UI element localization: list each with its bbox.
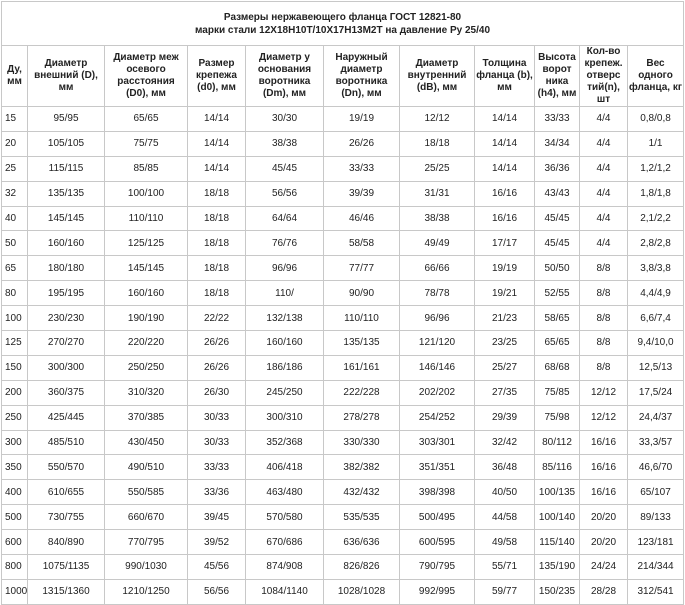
table-cell: 160/160 [105,281,188,306]
table-cell: 18/18 [400,131,475,156]
table-cell: 14/14 [188,131,246,156]
table-cell: 840/890 [28,530,105,555]
table-cell: 18/18 [188,181,246,206]
table-cell: 19/19 [475,256,535,281]
table-cell: 135/135 [324,331,400,356]
table-cell: 43/43 [535,181,580,206]
table-cell: 490/510 [105,455,188,480]
table-cell: 330/330 [324,430,400,455]
nominal-diameter-cell: 200 [2,380,28,405]
table-cell: 100/100 [105,181,188,206]
table-cell: 18/18 [188,281,246,306]
column-header: Наружный диаметр воротника (Dn), мм [324,46,400,107]
table-cell: 55/71 [475,555,535,580]
table-cell: 65/107 [628,480,684,505]
table-cell: 300/300 [28,355,105,380]
table-cell: 600/595 [400,530,475,555]
table-cell: 135/135 [28,181,105,206]
table-cell: 9,4/10,0 [628,331,684,356]
table-cell: 22/22 [188,306,246,331]
table-row [2,181,684,206]
nominal-diameter-cell: 250 [2,405,28,430]
table-cell: 425/445 [28,405,105,430]
table-cell: 770/795 [105,530,188,555]
table-cell: 100/140 [535,505,580,530]
table-cell: 278/278 [324,405,400,430]
table-cell: 30/33 [188,430,246,455]
table-cell: 382/382 [324,455,400,480]
table-row [2,530,684,555]
nominal-diameter-cell: 50 [2,231,28,256]
table-cell: 24,4/37 [628,405,684,430]
table-cell: 66/66 [400,256,475,281]
column-header: Диаметр у основания воротника (Dm), мм [246,46,324,107]
table-cell: 312/541 [628,579,684,604]
table-cell: 110/ [246,281,324,306]
table-cell: 28/28 [580,579,628,604]
column-header: Кол-во крепеж. отверс тий(n), шт [580,46,628,107]
table-cell: 360/375 [28,380,105,405]
table-cell: 50/50 [535,256,580,281]
table-row [2,331,684,356]
table-row [2,455,684,480]
table-row [2,380,684,405]
table-cell: 38/38 [400,206,475,231]
table-cell: 790/795 [400,555,475,580]
table-row [2,505,684,530]
nominal-diameter-cell: 32 [2,181,28,206]
table-cell: 222/228 [324,380,400,405]
table-cell: 16/16 [580,455,628,480]
table-cell: 65/65 [105,107,188,132]
table-cell: 49/58 [475,530,535,555]
table-cell: 19/19 [324,107,400,132]
table-cell: 430/450 [105,430,188,455]
table-cell: 432/432 [324,480,400,505]
table-cell: 30/30 [246,107,324,132]
table-cell: 1075/1135 [28,555,105,580]
table-cell: 33/33 [324,156,400,181]
table-row [2,579,684,604]
table-cell: 85/85 [105,156,188,181]
table-cell: 96/96 [246,256,324,281]
table-cell: 65/65 [535,331,580,356]
table-cell: 16/16 [475,181,535,206]
table-cell: 18/18 [188,231,246,256]
table-cell: 123/181 [628,530,684,555]
table-cell: 115/140 [535,530,580,555]
table-row [2,405,684,430]
table-cell: 826/826 [324,555,400,580]
table-cell: 8/8 [580,355,628,380]
table-cell: 46,6/70 [628,455,684,480]
table-cell: 214/344 [628,555,684,580]
nominal-diameter-cell: 150 [2,355,28,380]
table-cell: 1,2/1,2 [628,156,684,181]
table-title-line2: марки стали 12Х18Н10Т/10Х17Н13М2Т на давление Ру 25/40 [195,24,491,36]
table-cell: 110/110 [324,306,400,331]
table-cell: 14/14 [475,131,535,156]
nominal-diameter-cell: 800 [2,555,28,580]
table-cell: 1/1 [628,131,684,156]
table-cell: 186/186 [246,355,324,380]
table-cell: 125/125 [105,231,188,256]
table-cell: 39/39 [324,181,400,206]
table-cell: 8/8 [580,306,628,331]
table-cell: 115/115 [28,156,105,181]
table-cell: 8/8 [580,256,628,281]
table-cell: 4/4 [580,156,628,181]
table-cell: 85/116 [535,455,580,480]
table-cell: 110/110 [105,206,188,231]
table-cell: 1210/1250 [105,579,188,604]
table-cell: 75/98 [535,405,580,430]
nominal-diameter-cell: 600 [2,530,28,555]
table-row [2,480,684,505]
table-cell: 44/58 [475,505,535,530]
table-cell: 250/250 [105,355,188,380]
table-cell: 27/35 [475,380,535,405]
table-cell: 310/320 [105,380,188,405]
header-row [2,46,684,107]
table-row [2,306,684,331]
table-cell: 56/56 [246,181,324,206]
table-cell: 535/535 [324,505,400,530]
table-cell: 2,8/2,8 [628,231,684,256]
table-cell: 16/16 [580,480,628,505]
table-cell: 39/45 [188,505,246,530]
table-cell: 8/8 [580,331,628,356]
table-row [2,231,684,256]
table-cell: 36/36 [535,156,580,181]
table-cell: 96/96 [400,306,475,331]
nominal-diameter-cell: 40 [2,206,28,231]
table-cell: 0,8/0,8 [628,107,684,132]
table-cell: 660/670 [105,505,188,530]
table-cell: 78/78 [400,281,475,306]
table-cell: 75/75 [105,131,188,156]
table-cell: 39/52 [188,530,246,555]
table-cell: 76/76 [246,231,324,256]
table-cell: 14/14 [188,107,246,132]
table-cell: 75/85 [535,380,580,405]
table-cell: 990/1030 [105,555,188,580]
column-header: Диаметр внешний (D), мм [28,46,105,107]
table-cell: 80/112 [535,430,580,455]
flange-dimensions-table [1,1,684,605]
table-cell: 2,1/2,2 [628,206,684,231]
table-body [2,107,684,605]
table-cell: 4/4 [580,131,628,156]
table-cell: 12,5/13 [628,355,684,380]
column-header: Размер крепежа (d0), мм [188,46,246,107]
table-cell: 1,8/1,8 [628,181,684,206]
table-cell: 636/636 [324,530,400,555]
table-row [2,256,684,281]
table-cell: 463/480 [246,480,324,505]
table-cell: 146/146 [400,355,475,380]
table-cell: 485/510 [28,430,105,455]
table-cell: 570/580 [246,505,324,530]
table-row [2,131,684,156]
column-header: Высота ворот ника (h4), мм [535,46,580,107]
table-cell: 230/230 [28,306,105,331]
table-cell: 4,4/4,9 [628,281,684,306]
table-cell: 3,8/3,8 [628,256,684,281]
table-cell: 190/190 [105,306,188,331]
table-cell: 64/64 [246,206,324,231]
table-cell: 150/235 [535,579,580,604]
table-cell: 670/686 [246,530,324,555]
table-cell: 58/65 [535,306,580,331]
table-cell: 12/12 [400,107,475,132]
table-cell: 19/21 [475,281,535,306]
table-row [2,355,684,380]
table-cell: 874/908 [246,555,324,580]
table-row [2,281,684,306]
table-cell: 132/138 [246,306,324,331]
table-cell: 14/14 [475,107,535,132]
table-cell: 202/202 [400,380,475,405]
table-cell: 220/220 [105,331,188,356]
table-cell: 4/4 [580,231,628,256]
table-cell: 20/20 [580,530,628,555]
table-cell: 1028/1028 [324,579,400,604]
table-cell: 33/36 [188,480,246,505]
table-cell: 26/30 [188,380,246,405]
table-cell: 89/133 [628,505,684,530]
table-cell: 195/195 [28,281,105,306]
nominal-diameter-cell: 350 [2,455,28,480]
table-cell: 14/14 [475,156,535,181]
table-row [2,156,684,181]
table-cell: 33/33 [188,455,246,480]
table-cell: 77/77 [324,256,400,281]
table-cell: 550/585 [105,480,188,505]
table-title-line1: Размеры нержавеющего фланца ГОСТ 12821-80 [223,11,462,23]
table-cell: 500/495 [400,505,475,530]
nominal-diameter-cell: 20 [2,131,28,156]
table-cell: 16/16 [475,206,535,231]
table-cell: 610/655 [28,480,105,505]
table-cell: 56/56 [188,579,246,604]
table-cell: 270/270 [28,331,105,356]
table-cell: 24/24 [580,555,628,580]
nominal-diameter-cell: 100 [2,306,28,331]
table-cell: 145/145 [28,206,105,231]
table-cell: 23/25 [475,331,535,356]
column-header: Диаметр внутренний (dB), мм [400,46,475,107]
table-cell: 245/250 [246,380,324,405]
table-cell: 18/18 [188,256,246,281]
table-cell: 180/180 [28,256,105,281]
table-cell: 17/17 [475,231,535,256]
table-cell: 34/34 [535,131,580,156]
table-cell: 90/90 [324,281,400,306]
table-cell: 550/570 [28,455,105,480]
table-cell: 161/161 [324,355,400,380]
table-cell: 370/385 [105,405,188,430]
table-cell: 100/135 [535,480,580,505]
table-cell: 4/4 [580,107,628,132]
nominal-diameter-cell: 65 [2,256,28,281]
table-cell: 31/31 [400,181,475,206]
nominal-diameter-cell: 400 [2,480,28,505]
column-header: Диаметр меж осевого расстояния (D0), мм [105,46,188,107]
table-cell: 95/95 [28,107,105,132]
table-cell: 26/26 [324,131,400,156]
table-cell: 26/26 [188,331,246,356]
table-cell: 16/16 [580,430,628,455]
column-header: Вес одного фланца, кг [628,46,684,107]
column-header: Толщина фланца (b), мм [475,46,535,107]
table-title [2,2,684,46]
table-cell: 121/120 [400,331,475,356]
table-cell: 8/8 [580,281,628,306]
table-cell: 45/45 [535,206,580,231]
table-cell: 26/26 [188,355,246,380]
table-cell: 992/995 [400,579,475,604]
table-cell: 398/398 [400,480,475,505]
nominal-diameter-cell: 80 [2,281,28,306]
table-row [2,107,684,132]
column-header: Ду, мм [2,46,28,107]
table-cell: 4/4 [580,206,628,231]
table-cell: 20/20 [580,505,628,530]
table-cell: 1084/1140 [246,579,324,604]
table-cell: 1315/1360 [28,579,105,604]
table-cell: 145/145 [105,256,188,281]
nominal-diameter-cell: 1000 [2,579,28,604]
table-cell: 406/418 [246,455,324,480]
nominal-diameter-cell: 300 [2,430,28,455]
table-cell: 6,6/7,4 [628,306,684,331]
table-cell: 29/39 [475,405,535,430]
table-cell: 12/12 [580,380,628,405]
nominal-diameter-cell: 15 [2,107,28,132]
table-cell: 352/368 [246,430,324,455]
table-row [2,430,684,455]
table-cell: 25/25 [400,156,475,181]
nominal-diameter-cell: 25 [2,156,28,181]
table-row [2,555,684,580]
table-cell: 18/18 [188,206,246,231]
table-cell: 45/45 [535,231,580,256]
table-cell: 25/27 [475,355,535,380]
table-cell: 105/105 [28,131,105,156]
table-cell: 730/755 [28,505,105,530]
table-cell: 4/4 [580,181,628,206]
table-cell: 160/160 [246,331,324,356]
table-cell: 52/55 [535,281,580,306]
table-cell: 12/12 [580,405,628,430]
table-cell: 59/77 [475,579,535,604]
table-cell: 21/23 [475,306,535,331]
table-cell: 303/301 [400,430,475,455]
table-cell: 46/46 [324,206,400,231]
table-cell: 33,3/57 [628,430,684,455]
table-cell: 30/33 [188,405,246,430]
table-row [2,206,684,231]
table-cell: 351/351 [400,455,475,480]
table-cell: 135/190 [535,555,580,580]
table-cell: 33/33 [535,107,580,132]
table-cell: 32/42 [475,430,535,455]
table-cell: 38/38 [246,131,324,156]
nominal-diameter-cell: 500 [2,505,28,530]
table-cell: 40/50 [475,480,535,505]
table-cell: 58/58 [324,231,400,256]
nominal-diameter-cell: 125 [2,331,28,356]
table-cell: 254/252 [400,405,475,430]
table-cell: 36/48 [475,455,535,480]
table-cell: 17,5/24 [628,380,684,405]
table-cell: 68/68 [535,355,580,380]
table-cell: 160/160 [28,231,105,256]
table-cell: 14/14 [188,156,246,181]
table-cell: 45/56 [188,555,246,580]
table-cell: 300/310 [246,405,324,430]
table-cell: 45/45 [246,156,324,181]
table-cell: 49/49 [400,231,475,256]
